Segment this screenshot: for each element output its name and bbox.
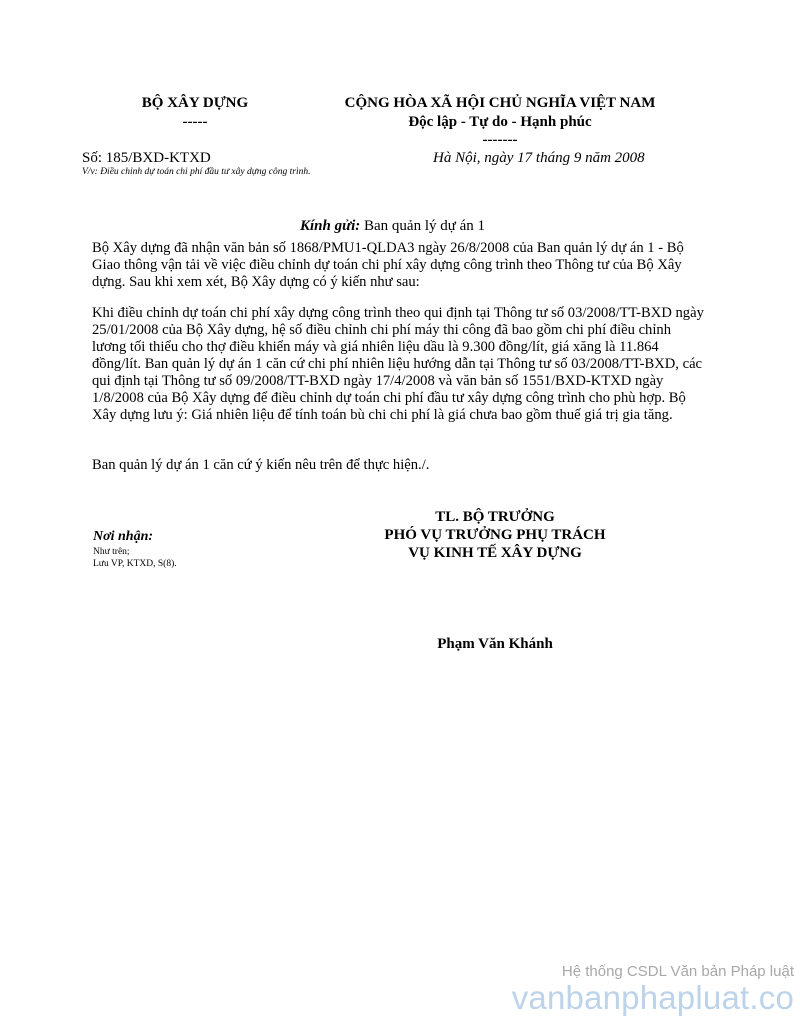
- watermark-caption: Hệ thống CSDL Văn bản Pháp luật: [561, 963, 794, 980]
- agency-separator: -----: [182, 114, 208, 130]
- motto-separator: -------: [482, 132, 518, 148]
- receivers-list: [93, 546, 177, 570]
- place-and-date: Hà Nội, ngày 17 tháng 9 năm 2008: [433, 150, 645, 166]
- signature-block: [370, 508, 620, 562]
- document-subject: V/v: Điều chỉnh dự toán chi phí đầu tư xây dựng công trình.: [82, 167, 311, 177]
- recipient-name: Ban quản lý dự án 1: [360, 218, 486, 234]
- receiver-item: Lưu VP, KTXD, S(8).: [93, 559, 177, 569]
- body-paragraph: Bộ Xây dựng đã nhận văn bản số 1868/PMU1-QLDA3 ngày 26/8/2008 của Ban quản lý dự án 1 - Bộ Giao thông vận tải về việc điều chỉnh dự toán chi phí xây dựng công trình theo Thông tư của Bộ Xây dựng. Sau khi xem xét, Bộ Xây dựng có ý kiến như sau:: [92, 240, 684, 290]
- receiver-item: Như trên;: [93, 547, 130, 557]
- issuing-agency: BỘ XÂY DỰNG: [141, 95, 249, 111]
- receivers-title: Nơi nhận:: [93, 529, 154, 544]
- signer-name: Phạm Văn Khánh: [437, 636, 553, 652]
- national-title: CỘNG HÒA XÃ HỘI CHỦ NGHĨA VIỆT NAM: [344, 95, 656, 111]
- body-paragraph: Khi điều chỉnh dự toán chi phí xây dựng công trình theo qui định tại Thông tư số 03/2008/TT-BXD ngày 25/01/2008 của Bộ Xây dựng, hệ số điều chỉnh chi phí máy thi công đã bao gồm chi phí điều chỉnh lương tối thiểu cho thợ điều khiển máy và giá nhiên liệu dầu là 9.300 đồng/lít, giá xăng là 11.864 đồng/lít. Ban quản lý dự án 1 căn cứ chi phí nhiên liệu hướng dẫn tại Thông tư số 03/2008/TT-BXD, các qui định tại Thông tư số 09/2008/TT-BXD ngày 17/4/2008 và văn bản số 1551/BXD-KTXD ngày 1/8/2008 của Bộ Xây dựng để điều chỉnh dự toán chi phí đầu tư xây dựng công trình cho phù hợp. Bộ Xây dựng lưu ý: Giá nhiên liệu để tính toán bù chi chi phí là giá chưa bao gồm thuế giá trị gia tăng.: [92, 305, 704, 423]
- national-motto: Độc lập - Tự do - Hạnh phúc: [408, 114, 592, 130]
- document-number: Số: 185/BXD-KTXD: [82, 150, 211, 166]
- watermark-site: vanbanphapluat.co: [511, 979, 794, 1016]
- signature-department: VỤ KINH TẾ XÂY DỰNG: [408, 545, 582, 561]
- recipient-line: [300, 217, 485, 235]
- signature-position: PHÓ VỤ TRƯỞNG PHỤ TRÁCH: [384, 527, 606, 543]
- recipient-label: Kính gửi:: [300, 218, 361, 234]
- body-paragraph: Ban quản lý dự án 1 căn cứ ý kiến nêu trên để thực hiện./.: [92, 457, 430, 473]
- signature-authority: TL. BỘ TRƯỞNG: [435, 509, 555, 525]
